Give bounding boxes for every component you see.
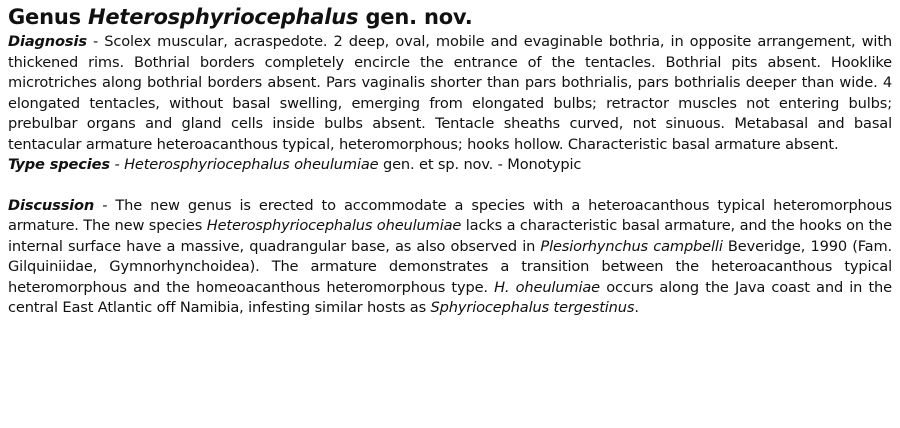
type-species-text: gen. et sp. nov. - Monotypic <box>378 156 582 173</box>
species-name-3: H. oheulumiae <box>494 278 601 296</box>
paragraph-gap <box>8 176 892 196</box>
discussion-text-1: - The new genus is erected to accommodate a species with a heteroacanthous typical heteromorphous armature. The new species <box>8 196 892 234</box>
discussion-text-4: occurs along the Java coast and in the central East Atlantic off Namibia, infesting similar hosts as <box>8 278 892 316</box>
heading-prefix: Genus <box>8 5 88 29</box>
discussion-label: Discussion <box>8 196 95 214</box>
heading-suffix: gen. nov. <box>358 5 473 29</box>
diagnosis-text: - Scolex muscular, acraspedote. 2 deep, oval, mobile and evaginable bothria, in opposite arrangement, with thickened rims. Bothrial borders completely encircle the entrance of the tentacles. Bothrial pits absent. Hooklike microtriches along bothrial borders absent. Pars vaginalis shorter than pars bothrialis, pars bothrialis deeper than wide. 4 elongated tentacles, without basal swelling, emerging from elongated bulbs; retractor muscles not entering bulbs; prebulbar organs and gland cells inside bulbs absent. Tentacle sheaths curved, not sinuous. Metabasal and basal tentacular armature heteroacanthous typical, heteromorphous; hooks hollow. Characteristic basal armature absent. <box>8 33 892 153</box>
heading-genus-name: Heterosphyriocephalus <box>88 5 359 29</box>
discussion-text-3: Beveridge, 1990 (Fam. Gilquiniidae, Gymnorhynchoidea). The armature demonstrates a transition between the heteroacanthous typical heteromorphous and the homeoacanthous heteromorphous type. <box>8 237 892 296</box>
genus-heading <box>8 4 892 30</box>
discussion-text-2: lacks a characteristic basal armature, and the hooks on the internal surface have a massive, quadrangular base, as also observed in <box>8 217 892 255</box>
discussion-text-5: . <box>634 299 639 316</box>
discussion-paragraph <box>8 196 892 319</box>
diagnosis-paragraph <box>8 32 892 176</box>
type-species-label: Type species <box>8 156 110 173</box>
type-species-name: Heterosphyriocephalus oheulumiae <box>124 156 379 173</box>
diagnosis-label: Diagnosis <box>8 33 87 50</box>
type-species-sep: - <box>109 156 125 173</box>
species-name-4: Sphyriocephalus tergestinus <box>430 299 635 316</box>
species-name-1: Heterosphyriocephalus oheulumiae <box>206 217 462 234</box>
species-name-2: Plesiorhynchus campbelli <box>540 237 723 255</box>
